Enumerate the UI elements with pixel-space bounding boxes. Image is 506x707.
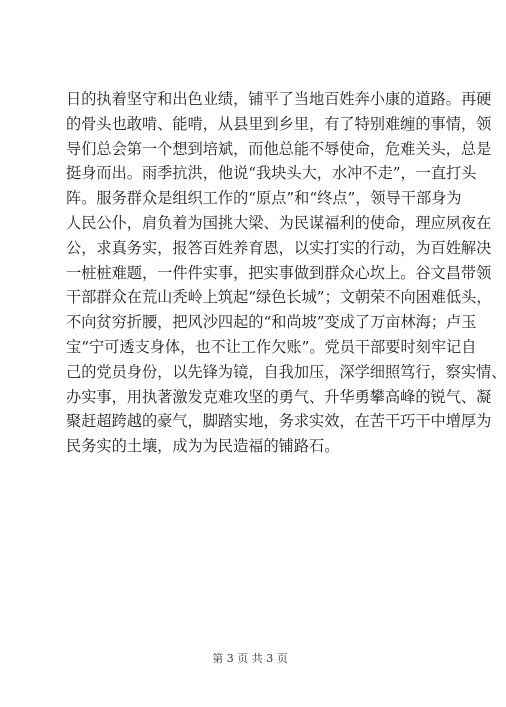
text-line: 办实事，用执著激发克难攻坚的勇气、升华勇攀高峰的锐气、凝 <box>66 387 492 406</box>
text-line: 己的党员身份，以先锋为镜，自我加压，深学细照笃行，察实情、 <box>66 362 506 381</box>
body-paragraph <box>66 87 506 459</box>
text-line: 干部群众在荒山秃岭上筑起“绿色长城”；文朝荣不向困难低头， <box>66 288 492 307</box>
text-line: 的骨头也敢啃、能啃，从县里到乡里，有了特别难缠的事情，领 <box>66 114 492 133</box>
text-line: 宝“宁可透支身体，也不让工作欠账”。党员干部要时刻牢记自 <box>66 337 477 356</box>
text-line: 导们总会第一个想到培斌，而他总能不辱使命，危难关头，总是 <box>66 139 492 158</box>
text-line: 民务实的土壤，成为为民造福的铺路石。 <box>66 437 340 456</box>
text-line: 阵。服务群众是组织工作的“原点”和“终点”，领导干部身为 <box>66 189 462 208</box>
text-line: 公，求真务实，报答百姓养育恩，以实打实的行动，为百姓解决 <box>66 238 492 257</box>
text-line: 人民公仆，肩负着为国挑大梁、为民谋福利的使命，理应夙夜在 <box>66 213 492 232</box>
text-line: 聚赶超跨越的豪气，脚踏实地，务求实效，在苦干巧干中增厚为 <box>66 412 492 431</box>
page-number-footer: 第 3 页 共 3 页 <box>212 652 288 665</box>
text-line: 挺身而出。雨季抗洪，他说“我块头大，水冲不走”，一直打头 <box>66 164 477 183</box>
text-line: 不向贫穷折腰，把风沙四起的“和尚坡”变成了万亩林海；卢玉 <box>66 313 477 332</box>
text-line: 一桩桩难题，一件件实事，把实事做到群众心坎上。谷文昌带领 <box>66 263 492 282</box>
text-line: 日的执着坚守和出色业绩，铺平了当地百姓奔小康的道路。再硬 <box>66 90 492 108</box>
